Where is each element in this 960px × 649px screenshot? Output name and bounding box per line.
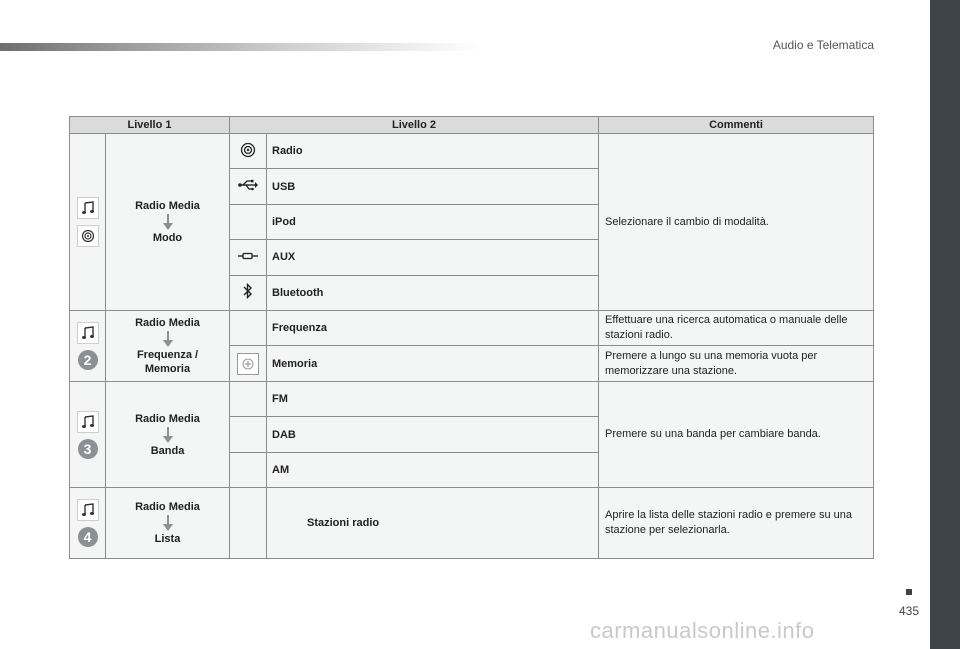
page-marker bbox=[906, 589, 912, 595]
icon-cell bbox=[230, 134, 267, 169]
icon-cell bbox=[230, 169, 267, 204]
memory-add-icon bbox=[237, 353, 259, 375]
level1-cell bbox=[106, 311, 230, 382]
radio-source-icon bbox=[240, 142, 256, 158]
level2-item[interactable]: Memoria bbox=[267, 346, 599, 381]
table-header-row bbox=[70, 117, 874, 134]
icon-cell bbox=[230, 204, 267, 240]
arrow-down-icon bbox=[163, 427, 173, 443]
watermark: carmanualsonline.info bbox=[590, 618, 815, 643]
group-icons bbox=[70, 488, 106, 559]
page-number: 435 bbox=[899, 604, 920, 618]
aux-icon bbox=[238, 251, 258, 261]
icon-cell bbox=[230, 452, 267, 487]
icon-cell bbox=[230, 381, 267, 417]
group-icons bbox=[70, 134, 106, 311]
icon-cell bbox=[230, 417, 267, 453]
comment-cell: Aprire la lista delle stazioni radio e premere su una stazione per selezionarla. bbox=[599, 488, 874, 559]
table-row bbox=[70, 311, 874, 346]
group-icons bbox=[70, 311, 106, 382]
level1-subtitle: Lista bbox=[154, 533, 181, 546]
column-header-level2: Livello 2 bbox=[230, 117, 599, 134]
level1-subtitle: Modo bbox=[152, 232, 183, 245]
menu-table bbox=[69, 116, 874, 559]
usb-icon bbox=[238, 179, 258, 191]
header-gradient-bar bbox=[0, 43, 480, 51]
level2-item[interactable]: DAB bbox=[267, 417, 599, 453]
column-header-comments: Commenti bbox=[599, 117, 874, 134]
column-header-level1: Livello 1 bbox=[70, 117, 230, 134]
icon-cell bbox=[230, 346, 267, 381]
level2-item[interactable]: FM bbox=[267, 381, 599, 417]
level2-item[interactable]: iPod bbox=[267, 204, 599, 240]
step-badge: 2 bbox=[78, 350, 98, 370]
level1-title: Radio Media bbox=[135, 200, 200, 213]
level2-item[interactable]: Bluetooth bbox=[267, 275, 599, 310]
arrow-down-icon bbox=[163, 214, 173, 230]
icon-cell bbox=[230, 488, 267, 559]
table-row bbox=[70, 381, 874, 417]
level2-item[interactable]: Frequenza bbox=[267, 311, 599, 346]
radio-source-icon bbox=[77, 225, 99, 247]
music-note-icon bbox=[77, 499, 99, 521]
comment-cell: Effettuare una ricerca automatica o manuale delle stazioni radio. bbox=[599, 311, 874, 346]
level1-subtitle: Frequenza / Memoria bbox=[136, 348, 199, 375]
icon-cell bbox=[230, 311, 267, 346]
icon-cell bbox=[230, 275, 267, 310]
level2-item[interactable]: AM bbox=[267, 452, 599, 487]
bluetooth-icon bbox=[243, 283, 253, 299]
step-badge: 4 bbox=[78, 527, 98, 547]
level1-title: Radio Media bbox=[135, 501, 200, 514]
icon-cell bbox=[230, 240, 267, 275]
page-section-title: Audio e Telematica bbox=[772, 38, 874, 52]
level2-item[interactable]: USB bbox=[267, 169, 599, 204]
level1-title: Radio Media bbox=[135, 316, 200, 329]
comment-cell: Premere a lungo su una memoria vuota per memorizzare una stazione. bbox=[599, 346, 874, 381]
level2-item[interactable]: AUX bbox=[267, 240, 599, 275]
group-icons bbox=[70, 381, 106, 487]
table-row bbox=[70, 134, 874, 169]
level1-title: Radio Media bbox=[135, 412, 200, 425]
table-row bbox=[70, 488, 874, 559]
music-note-icon bbox=[77, 322, 99, 344]
music-note-icon bbox=[77, 197, 99, 219]
arrow-down-icon bbox=[163, 515, 173, 531]
step-badge: 3 bbox=[78, 439, 98, 459]
comment-cell: Selezionare il cambio di modalità. bbox=[599, 134, 874, 311]
level1-subtitle: Banda bbox=[150, 444, 185, 457]
level2-item[interactable]: Stazioni radio bbox=[267, 488, 599, 559]
level1-cell bbox=[106, 134, 230, 311]
level2-item[interactable]: Radio bbox=[267, 134, 599, 169]
arrow-down-icon bbox=[163, 331, 173, 347]
comment-cell: Premere su una banda per cambiare banda. bbox=[599, 381, 874, 487]
music-note-icon bbox=[77, 411, 99, 433]
level1-cell bbox=[106, 488, 230, 559]
side-tab-bar bbox=[930, 0, 960, 649]
level1-cell bbox=[106, 381, 230, 487]
